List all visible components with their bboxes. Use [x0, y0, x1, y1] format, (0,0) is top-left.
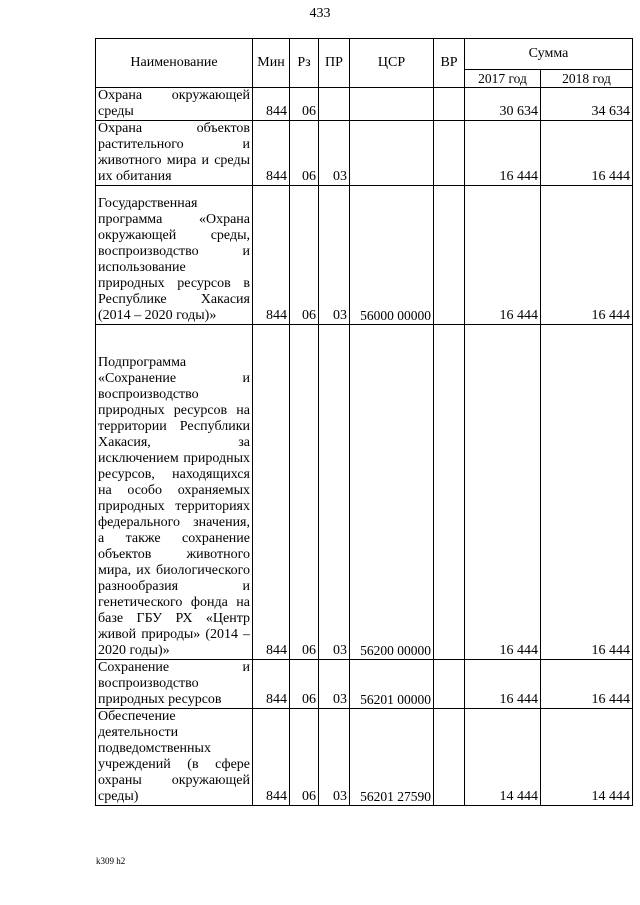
row-sum-2017: 30 634: [465, 88, 541, 121]
header-csr: ЦСР: [350, 39, 434, 88]
row-sum-2017: 14 444: [465, 709, 541, 806]
header-year-2018: 2018 год: [541, 70, 633, 88]
table-row: [96, 709, 633, 806]
row-csr: 56000 00000: [350, 186, 434, 325]
row-sum-2018: 16 444: [541, 660, 633, 709]
row-csr: 56200 00000: [350, 325, 434, 660]
row-vr: [434, 186, 465, 325]
row-sum-2017: 16 444: [465, 121, 541, 186]
row-vr: [434, 88, 465, 121]
row-min: 844: [253, 325, 290, 660]
row-pr: [319, 88, 350, 121]
row-min: 844: [253, 709, 290, 806]
row-min: 844: [253, 660, 290, 709]
table-row: [96, 186, 633, 325]
row-min: 844: [253, 88, 290, 121]
row-name: Охрана объектов растительного и животного мира и среды их обитания: [96, 121, 253, 186]
row-rz: 06: [290, 709, 319, 806]
table-row: [96, 325, 633, 660]
table-row: [96, 88, 633, 121]
row-rz: 06: [290, 121, 319, 186]
budget-table: [95, 38, 633, 806]
row-sum-2018: 14 444: [541, 709, 633, 806]
row-csr: [350, 121, 434, 186]
row-pr: 03: [319, 186, 350, 325]
row-vr: [434, 660, 465, 709]
row-rz: 06: [290, 660, 319, 709]
row-rz: 06: [290, 186, 319, 325]
row-pr: 03: [319, 121, 350, 186]
row-vr: [434, 709, 465, 806]
row-vr: [434, 121, 465, 186]
row-sum-2017: 16 444: [465, 186, 541, 325]
row-pr: 03: [319, 325, 350, 660]
table-row: [96, 121, 633, 186]
header-sum: Сумма: [465, 39, 633, 70]
row-vr: [434, 325, 465, 660]
row-min: 844: [253, 121, 290, 186]
row-name: Подпрограмма «Сохранение и воспроизводство природных ресурсов на территории Республики Хакасия, за исключением природных ресурсов, находящихся на особо охраняемых природных территориях федерального значения, а также сохранение объектов животного мира, их биологического разнообразия и генетического фонда на базе ГБУ РХ «Центр живой природы» (2014 – 2020 годы)»: [96, 325, 253, 660]
row-sum-2018: 16 444: [541, 186, 633, 325]
row-csr: [350, 88, 434, 121]
row-name: Государственная программа «Охрана окружающей среды, воспроизводство и использование природных ресурсов в Республике Хакасия (2014 – 2020 годы)»: [96, 186, 253, 325]
table-row: [96, 660, 633, 709]
row-pr: 03: [319, 660, 350, 709]
row-sum-2018: 16 444: [541, 121, 633, 186]
header-rz: Рз: [290, 39, 319, 88]
header-pr: ПР: [319, 39, 350, 88]
row-pr: 03: [319, 709, 350, 806]
header-row: [96, 39, 633, 70]
header-name: Наименование: [96, 39, 253, 88]
header-min: Мин: [253, 39, 290, 88]
row-rz: 06: [290, 325, 319, 660]
header-vr: ВР: [434, 39, 465, 88]
document-code: k309 h2: [96, 856, 126, 866]
row-csr: 56201 27590: [350, 709, 434, 806]
row-name: Охрана окружающей среды: [96, 88, 253, 121]
header-year-2017: 2017 год: [465, 70, 541, 88]
row-name: Сохранение и воспроизводство природных ресурсов: [96, 660, 253, 709]
row-sum-2017: 16 444: [465, 325, 541, 660]
row-csr: 56201 00000: [350, 660, 434, 709]
page-number: 433: [309, 6, 331, 21]
row-name: Обеспечение деятельности подведомственных учреждений (в сфере охраны окружающей среды): [96, 709, 253, 806]
row-sum-2017: 16 444: [465, 660, 541, 709]
row-sum-2018: 34 634: [541, 88, 633, 121]
row-min: 844: [253, 186, 290, 325]
row-sum-2018: 16 444: [541, 325, 633, 660]
row-rz: 06: [290, 88, 319, 121]
